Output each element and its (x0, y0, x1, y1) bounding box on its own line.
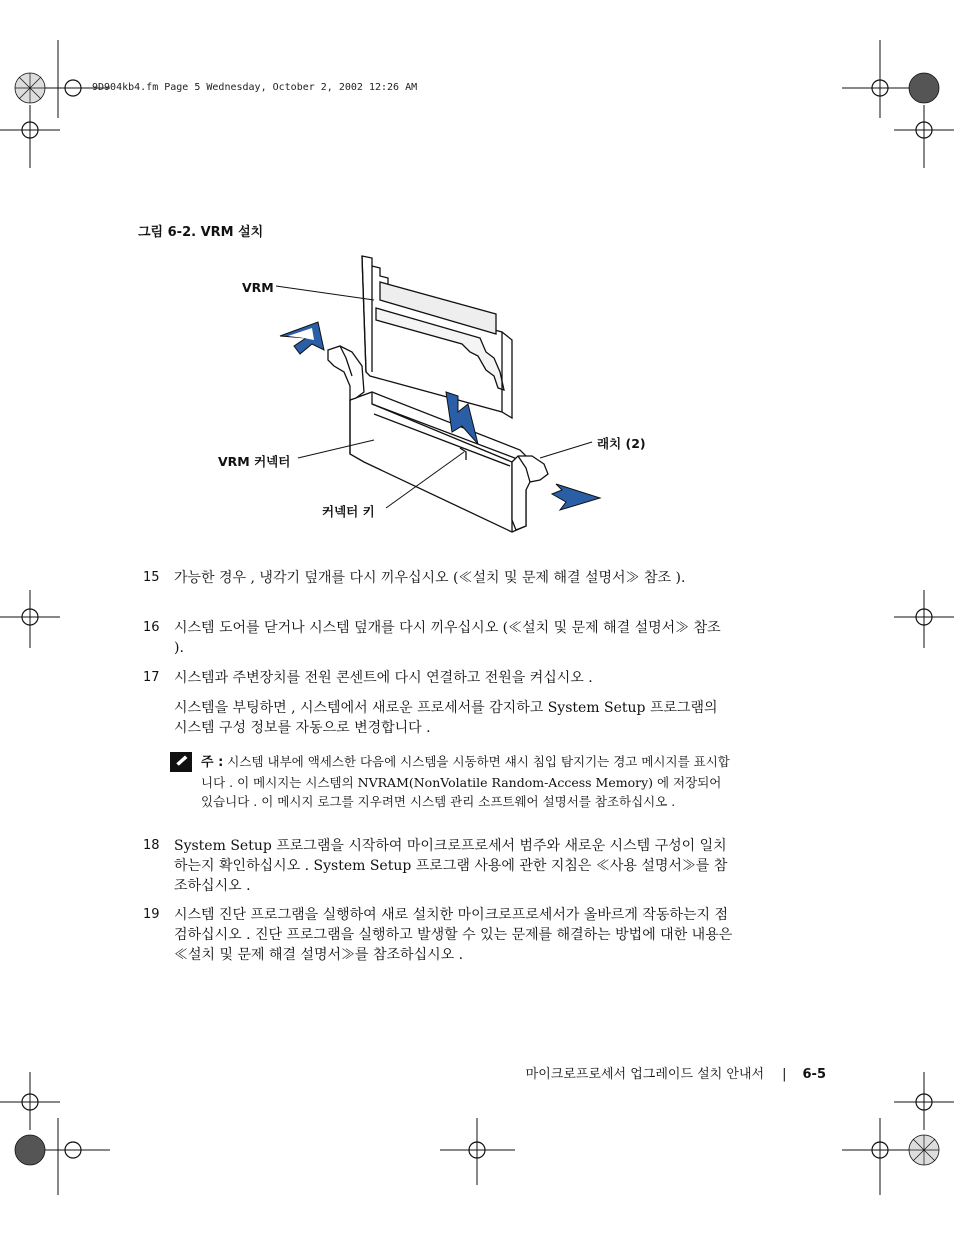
step-text: 시스템 진단 프로그램을 실행하여 새로 설치한 마이크로프로세서가 올바르게 작동하는지 점검하십시오 . 진단 프로그램을 실행하고 발생할 수 있는 문제를 해결하는 방법에 대한 내용은 ≪설치 및 문제 해결 설명서≫를 참조하십시오 . (174, 907, 733, 963)
step-19 (143, 905, 733, 965)
step-17-paragraph: 시스템을 부팅하면 , 시스템에서 새로운 프로세서를 감지하고 System Setup 프로그램의 시스템 구성 정보를 자동으로 변경합니다 . (174, 700, 718, 736)
footer-section-title: 마이크로프로세서 업그레이드 설치 안내서 (525, 1067, 765, 1082)
note-text: 시스템 내부에 액세스한 다음에 시스템을 시동하면 섀시 침입 탐지기는 경고 메시지를 표시합니다 . 이 메시지는 시스템의 NVRAM(NonVolatile Random-Access Memory) 에 저장되어 있습니다 . 이 메시지 로그를 지우려면 시스템 관리 소프트웨어 설명서를 참조하십시오 . (201, 754, 730, 809)
step-text: System Setup 프로그램을 시작하여 마이크로프로세서 범주와 새로운 시스템 구성이 일치하는지 확인하십시오 . System Setup 프로그램 사용에 관한 지침은 ≪사용 설명서≫를 참조하십시오 . (174, 838, 728, 894)
step-text: 가능한 경우 , 냉각기 덮개를 다시 끼우십시오 (≪설치 및 문제 해결 설명서≫ 참조 ). (174, 570, 686, 586)
file-info-header: 9D904kb4.fm Page 5 Wednesday, October 2, 2002 12:26 AM (92, 82, 418, 93)
step-text: 시스템 도어를 닫거나 시스템 덮개를 다시 끼우십시오 (≪설치 및 문제 해결 설명서≫ 참조 ). (174, 620, 721, 656)
step-number: 19 (143, 907, 160, 922)
note-block (170, 752, 730, 812)
callout-vrm-connector: VRM 커넥터 (218, 454, 291, 469)
figure-title: 그림 6-2. VRM 설치 (138, 225, 264, 240)
note-label: 주 : (201, 755, 224, 770)
step-text: 시스템과 주변장치를 전원 콘센트에 다시 연결하고 전원을 켜십시오 . (174, 670, 593, 686)
footer-separator: | (782, 1067, 787, 1082)
callout-connector-key: 커넥터 키 (322, 504, 375, 519)
page-footer (526, 1063, 826, 1082)
step-number: 15 (143, 570, 160, 585)
step-17 (143, 668, 733, 688)
step-18 (143, 836, 733, 896)
step-number: 18 (143, 838, 160, 853)
page-number: 6-5 (802, 1067, 826, 1082)
step-15 (143, 568, 733, 588)
callout-latch: 래치 (2) (597, 436, 646, 451)
step-16 (143, 618, 733, 658)
pencil-note-icon (170, 752, 192, 772)
step-number: 16 (143, 620, 160, 635)
callout-vrm: VRM (242, 280, 274, 295)
step-number: 17 (143, 670, 160, 685)
